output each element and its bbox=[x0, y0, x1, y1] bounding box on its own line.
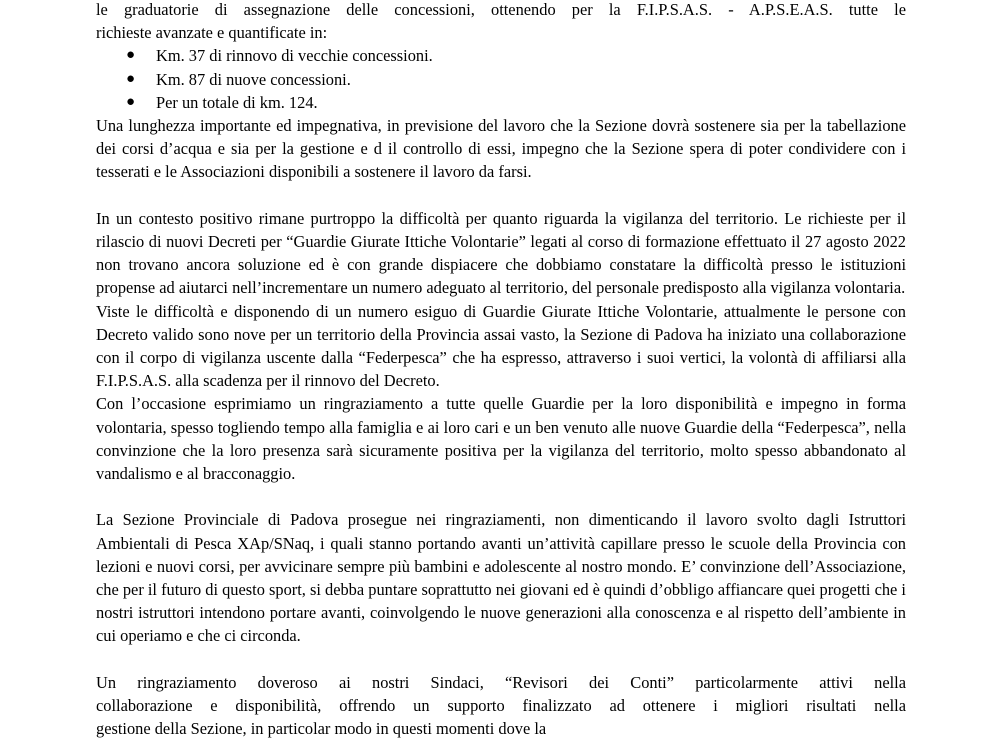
list-item-text: Km. 87 di nuove concessioni. bbox=[156, 69, 351, 89]
document-page bbox=[96, 0, 906, 740]
paragraph-federpesca: Viste le difficoltà e disponendo di un numero esiguo di Guardie Giurate Ittiche Volontarie, attualmente le persone con Decreto valido sono nove per un territorio della Provincia assai vasto, la Sezione di Padova ha iniziato una collaborazione con il corpo di vigilanza uscente dalla “Federpesca” che ha espresso, attraverso i suoi vertici, la volontà di affiliarsi alla F.I.P.S.A.S. alla scadenza per il rinnovo del Decreto. bbox=[96, 301, 906, 391]
intro-paragraph bbox=[96, 0, 906, 21]
list-item bbox=[96, 91, 906, 114]
intro-line-1: le graduatorie di assegnazione delle concessioni, ottenendo per la F.I.P.S.A.S. - A.P.S.E.A.S. tutte le bbox=[96, 0, 906, 19]
paragraph-auditors bbox=[96, 671, 906, 741]
list-item bbox=[96, 44, 906, 67]
auditors-line-2: collaborazione e disponibilità, offrendo un supporto finalizzato ad ottenere i migliori risultati nella bbox=[96, 696, 906, 716]
paragraph-spacer bbox=[96, 485, 906, 508]
bullet-icon: ● bbox=[126, 47, 136, 64]
bullet-icon: ● bbox=[126, 93, 136, 110]
intro-paragraph-end bbox=[96, 21, 906, 44]
list-item-text: Per un totale di km. 124. bbox=[156, 92, 318, 112]
intro-line-2: richieste avanzate e quantificate in: bbox=[96, 23, 328, 43]
list-item-text: Km. 37 di rinnovo di vecchie concessioni. bbox=[156, 46, 433, 66]
concession-list bbox=[96, 44, 906, 114]
paragraph-surveillance: In un contesto positivo rimane purtroppo la difficoltà per quanto riguarda la vigilanza del territorio. Le richieste per il rilascio di nuovi Decreti per “Guardie Giurate Ittiche Volontarie” legati al corso di formazione effettuato il 27 agosto 2022 non trovano ancora soluzione ed è con grande dispiacere che dobbiamo constatare la difficoltà presso le istituzioni propense ad aiutarci nell’incrementare un numero adeguato al territorio, del personale predisposto alla vigilanza volontaria. bbox=[96, 208, 906, 298]
paragraph-spacer bbox=[96, 648, 906, 671]
auditors-line-3: gestione della Sezione, in particolar modo in questi momenti dove la bbox=[96, 719, 547, 739]
paragraph-spacer bbox=[96, 184, 906, 207]
paragraph-guards-thanks: Con l’occasione esprimiamo un ringraziamento a tutte quelle Guardie per la loro disponibilità e impegno in forma volontaria, spesso togliendo tempo alla famiglia e ai loro cari e un ben venuto alle nuove Guardie della “Federpesca”, nella convinzione che la loro presenza sarà sicuramente positiva per la vigilanza del territorio, molto spesso abbandonato al vandalismo e al bracconaggio. bbox=[96, 394, 906, 484]
bullet-icon: ● bbox=[126, 70, 136, 87]
paragraph-instructors: La Sezione Provinciale di Padova prosegue nei ringraziamenti, non dimenticando il lavoro svolto dagli Istruttori Ambientali di Pesca XAp/SNaq, i quali stanno portando avanti un’attività capillare presso le scuole della Provincia con lezioni e nuovi corsi, per avvicinare sempre più bambini e adolescente al nostro mondo. E’ convinzione dell’Associazione, che per il futuro di questo sport, si debba puntare soprattutto nei giovani ed è quindi d’obbligo affiancare quei progetti che i nostri istruttori intendono portare avanti, coinvolgendo le nuove generazioni alla conoscenza e al rispetto dell’ambiente in cui operiamo e che ci circonda. bbox=[96, 510, 906, 646]
list-item bbox=[96, 68, 906, 91]
auditors-line-1: Un ringraziamento doveroso ai nostri Sindaci, “Revisori dei Conti” particolarmente attivi nella bbox=[96, 672, 906, 692]
paragraph-length-commitment: Una lunghezza importante ed impegnativa, in previsione del lavoro che la Sezione dovrà sostenere sia per la tabellazione dei corsi d’acqua e sia per la gestione e d il controllo di essi, impegno che la Sezione spera di poter condividere con i tesserati e le Associazioni disponibili a sostenere il lavoro da farsi. bbox=[96, 116, 906, 182]
